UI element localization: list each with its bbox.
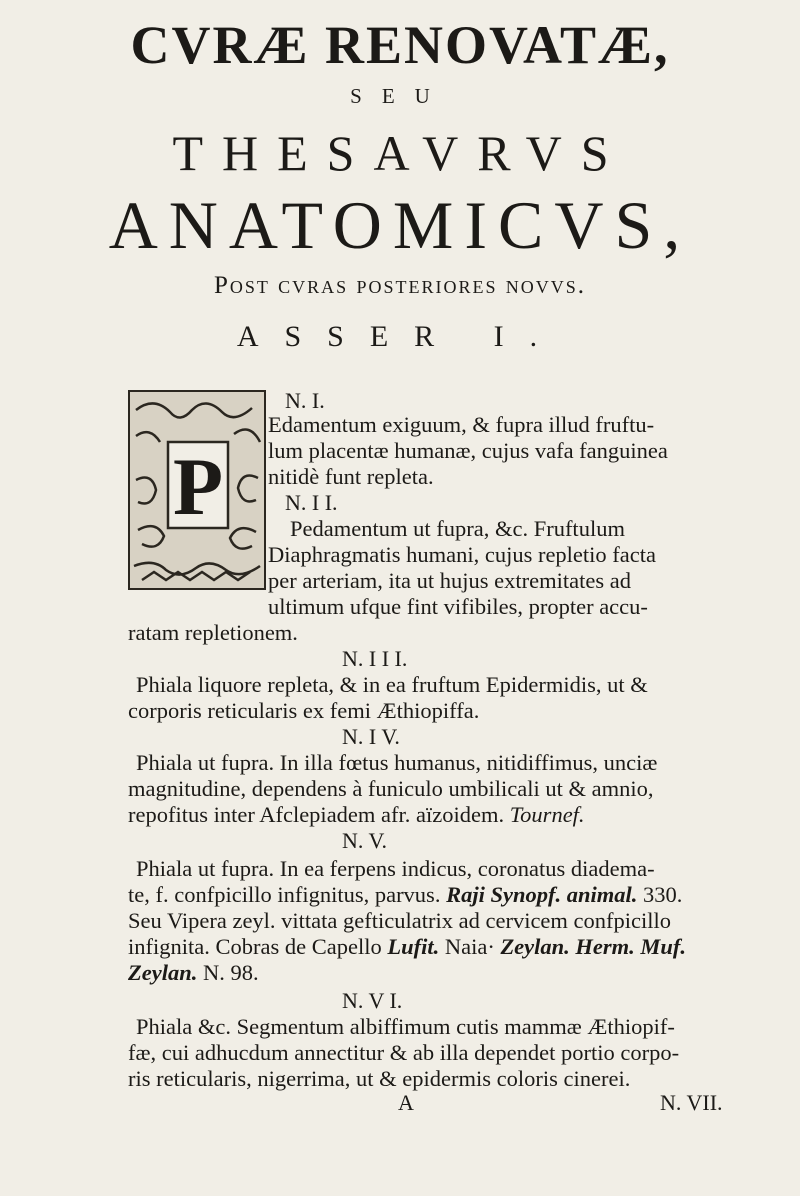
entry-2-line-3: per arteriam, ita ut hujus extremitates ad bbox=[268, 568, 631, 593]
entry-5-reference-zeylan: Zeylan. bbox=[128, 960, 198, 985]
entry-6-line-1: Phiala &c. Segmentum albiffimum cutis mammæ Æthiopif- bbox=[136, 1014, 675, 1039]
entry-1-line-2: lum placentæ humanæ, cujus vafa fanguinea bbox=[268, 438, 668, 463]
catchword: N. VII. bbox=[660, 1090, 723, 1115]
entry-number-5: N. V. bbox=[342, 828, 388, 853]
entry-5-line-5 bbox=[128, 960, 259, 986]
main-title: CVRÆ RENOVATÆ, bbox=[130, 15, 670, 75]
title-anatomicus: ANATOMICVS, bbox=[108, 187, 692, 263]
entry-number-4: N. I V. bbox=[342, 724, 400, 749]
entry-3-line-1: Phiala liquore repleta, & in ea fruftum Epidermidis, ut & bbox=[136, 672, 648, 697]
entry-5-reference-lusit: Lufit. bbox=[387, 934, 440, 959]
entry-number-2: N. I I. bbox=[285, 490, 338, 515]
entry-6-line-2: fæ, cui adhucdum annectitur & ab illa dependet portio corpo- bbox=[128, 1040, 680, 1065]
entry-5-line-4-text: infignita. Cobras de Capello bbox=[128, 934, 382, 959]
entry-5-reference-raji: Raji Synopf. animal. bbox=[446, 882, 638, 907]
svg-text:P: P bbox=[172, 441, 224, 532]
entry-5-reference-herm: Zeylan. Herm. Muf. bbox=[500, 934, 687, 959]
entry-2-line-2: Diaphragmatis humani, cujus repletio facta bbox=[268, 542, 656, 567]
title-subtitle: Post cvras posteriores novvs. bbox=[214, 272, 586, 299]
entry-number-6: N. V I. bbox=[342, 988, 403, 1013]
title-seu: SEU bbox=[350, 84, 450, 108]
entry-2-line-4: ultimum ufque fint vifibiles, propter accu- bbox=[268, 594, 648, 619]
entry-1-line-3: nitidè funt repleta. bbox=[268, 464, 434, 489]
entry-5-line-2-text: te, f. confpicillo infignitus, parvus. bbox=[128, 882, 441, 907]
entry-5-line-4 bbox=[128, 934, 686, 960]
entry-2-line-1: Pedamentum ut fupra, &c. Fruftulum bbox=[290, 516, 625, 541]
entry-4-line-3 bbox=[128, 802, 585, 828]
entry-5-line-5-number: N. 98. bbox=[202, 960, 259, 985]
entry-5-line-4-naia: Naia· bbox=[444, 934, 495, 959]
entry-number-1: N. I. bbox=[285, 388, 325, 413]
entry-5-line-3: Seu Vipera zeyl. vittata gefticulatrix ad cervicem confpicillo bbox=[128, 908, 672, 933]
signature-mark: A bbox=[398, 1090, 414, 1115]
title-thesaurus: THESAVRVS bbox=[172, 125, 628, 181]
entry-5-line-2 bbox=[128, 882, 682, 908]
entry-1-line-1: Edamentum exiguum, & fupra illud fruftu- bbox=[268, 412, 655, 437]
entry-5-line-1: Phiala ut fupra. In ea ferpens indicus, coronatus diadema- bbox=[136, 856, 655, 881]
entry-2-line-5: ratam repletionem. bbox=[128, 620, 298, 645]
entry-6-line-3: ris reticularis, nigerrima, ut & epidermis coloris cinerei. bbox=[128, 1066, 631, 1091]
entry-4-line-3-text: repofitus inter Afclepiadem afr. aïzoidem. bbox=[128, 802, 505, 827]
entry-3-line-2: corporis reticularis ex femi Æthiopiffa. bbox=[128, 698, 480, 723]
section-heading-asseri: ASSER I. bbox=[236, 320, 564, 353]
entry-4-reference: Tournef. bbox=[509, 802, 585, 827]
entry-4-line-1: Phiala ut fupra. In illa fœtus humanus, nitidiffimus, unciæ bbox=[136, 750, 658, 775]
drop-cap-p-ornament bbox=[128, 390, 266, 590]
entry-4-line-2: magnitudine, dependens à funiculo umbilicali ut & amnio, bbox=[128, 776, 654, 801]
entry-number-3: N. I I I. bbox=[342, 646, 408, 671]
entry-5-line-2-page: 330. bbox=[643, 882, 683, 907]
